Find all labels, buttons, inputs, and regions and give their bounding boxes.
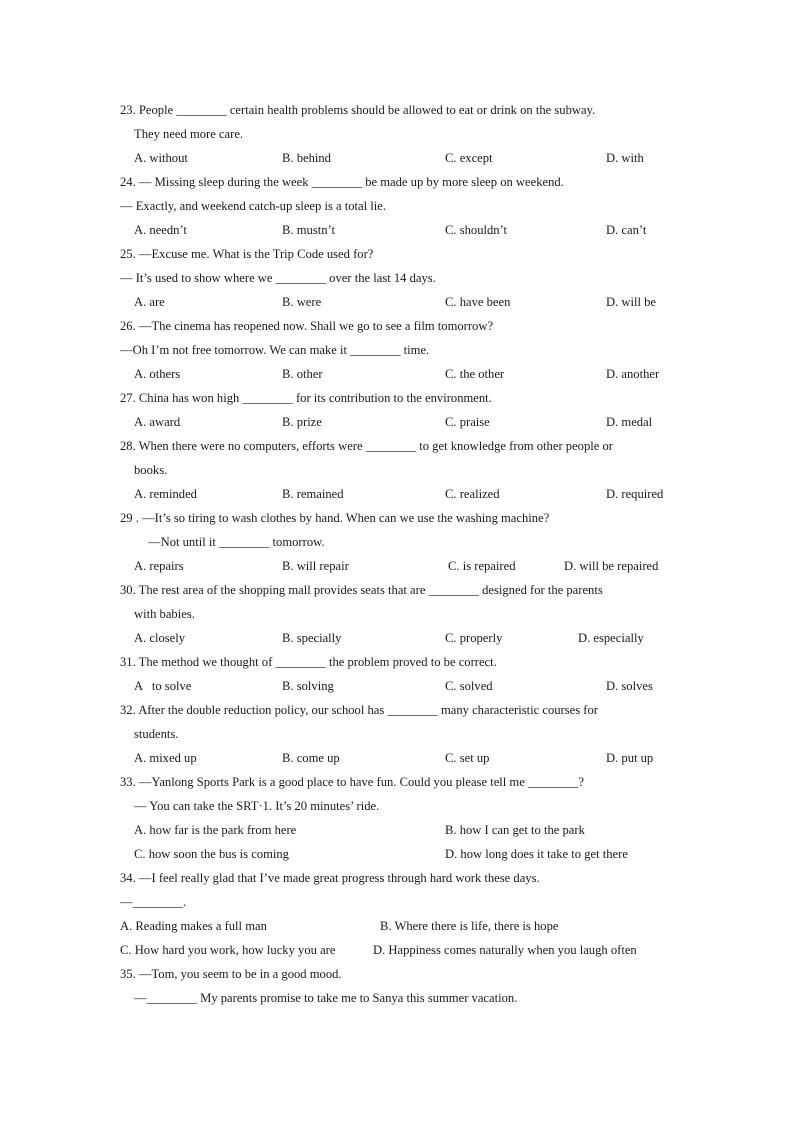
question-32-option-c: C. set up bbox=[445, 751, 490, 765]
question-31-stem-line-1: 31. The method we thought of ________ the problem proved to be correct. bbox=[120, 655, 497, 669]
question-31-option-a: A to solve bbox=[134, 679, 192, 693]
question-30-option-b: B. specially bbox=[282, 631, 342, 645]
question-29-option-d: D. will be repaired bbox=[564, 559, 659, 573]
question-24-option-d: D. can’t bbox=[606, 223, 647, 237]
question-31-option-c: C. solved bbox=[445, 679, 493, 693]
question-27-option-c: C. praise bbox=[445, 415, 490, 429]
question-30-stem-line-1: 30. The rest area of the shopping mall provides seats that are ________ designed for the parents bbox=[120, 583, 603, 597]
question-30-option-d: D. especially bbox=[578, 631, 644, 645]
question-34-option-b: B. Where there is life, there is hope bbox=[380, 919, 559, 933]
question-25-stem-line-1: 25. —Excuse me. What is the Trip Code used for? bbox=[120, 247, 374, 261]
question-31-option-b: B. solving bbox=[282, 679, 334, 693]
question-23-option-c: C. except bbox=[445, 151, 493, 165]
question-23-option-d: D. with bbox=[606, 151, 644, 165]
question-24-stem-line-1: 24. — Missing sleep during the week ________ be made up by more sleep on weekend. bbox=[120, 175, 564, 189]
question-29-option-c: C. is repaired bbox=[448, 559, 516, 573]
question-25-option-c: C. have been bbox=[445, 295, 511, 309]
question-26-option-a: A. others bbox=[134, 367, 181, 381]
question-33-option-b: B. how I can get to the park bbox=[445, 823, 585, 837]
question-30-stem-line-2: with babies. bbox=[134, 607, 195, 621]
question-30-option-a: A. closely bbox=[134, 631, 186, 645]
question-29-option-b: B. will repair bbox=[282, 559, 349, 573]
question-34-option-c: C. How hard you work, how lucky you are bbox=[120, 943, 336, 957]
question-33-option-a: A. how far is the park from here bbox=[134, 823, 297, 837]
question-27-option-d: D. medal bbox=[606, 415, 653, 429]
question-33-option-c: C. how soon the bus is coming bbox=[134, 847, 289, 861]
question-32-stem-line-2: students. bbox=[134, 727, 179, 741]
question-33-option-d: D. how long does it take to get there bbox=[445, 847, 628, 861]
question-29-option-a: A. repairs bbox=[134, 559, 184, 573]
question-24-stem-line-2: — Exactly, and weekend catch-up sleep is a total lie. bbox=[120, 199, 386, 213]
question-33-stem-line-1: 33. —Yanlong Sports Park is a good place to have fun. Could you please tell me ________? bbox=[120, 775, 584, 789]
question-23-option-b: B. behind bbox=[282, 151, 331, 165]
question-23-stem-line-2: They need more care. bbox=[134, 127, 244, 141]
question-32-option-b: B. come up bbox=[282, 751, 340, 765]
question-28-stem-line-2: books. bbox=[134, 463, 168, 477]
question-26-option-b: B. other bbox=[282, 367, 323, 381]
question-33-stem-line-2: — You can take the SRT·1. It’s 20 minutes’ ride. bbox=[134, 799, 380, 813]
question-26-stem-line-2: —Oh I’m not free tomorrow. We can make it ________ time. bbox=[120, 343, 430, 357]
question-27-stem-line-1: 27. China has won high ________ for its contribution to the environment. bbox=[120, 391, 492, 405]
question-26-stem-line-1: 26. —The cinema has reopened now. Shall we go to see a film tomorrow? bbox=[120, 319, 494, 333]
question-24-option-a: A. needn’t bbox=[134, 223, 187, 237]
question-24-option-b: B. mustn’t bbox=[282, 223, 335, 237]
question-28-option-d: D. required bbox=[606, 487, 664, 501]
question-26-option-c: C. the other bbox=[445, 367, 505, 381]
question-23-stem-line-1: 23. People ________ certain health problems should be allowed to eat or drink on the subway. bbox=[120, 103, 596, 117]
question-27-option-a: A. award bbox=[134, 415, 181, 429]
question-32-option-d: D. put up bbox=[606, 751, 654, 765]
question-29-stem-line-2: —Not until it ________ tomorrow. bbox=[148, 535, 325, 549]
question-30-option-c: C. properly bbox=[445, 631, 503, 645]
question-28-stem-line-1: 28. When there were no computers, efforts were ________ to get knowledge from other people or bbox=[120, 439, 613, 453]
question-25-option-b: B. were bbox=[282, 295, 322, 309]
question-25-stem-line-2: — It’s used to show where we ________ over the last 14 days. bbox=[120, 271, 436, 285]
question-29-stem-line-1: 29 . —It’s so tiring to wash clothes by hand. When can we use the washing machine? bbox=[120, 511, 550, 525]
question-24-option-c: C. shouldn’t bbox=[445, 223, 508, 237]
question-27-option-b: B. prize bbox=[282, 415, 322, 429]
question-32-option-a: A. mixed up bbox=[134, 751, 197, 765]
question-34-option-a: A. Reading makes a full man bbox=[120, 919, 267, 933]
question-35-stem-line-2: —________ My parents promise to take me to Sanya this summer vacation. bbox=[134, 991, 518, 1005]
question-34-stem-line-2: —________. bbox=[120, 895, 187, 909]
question-28-option-b: B. remained bbox=[282, 487, 344, 501]
question-28-option-c: C. realized bbox=[445, 487, 500, 501]
question-23-option-a: A. without bbox=[134, 151, 188, 165]
question-35-stem-line-1: 35. —Tom, you seem to be in a good mood. bbox=[120, 967, 342, 981]
question-34-option-d: D. Happiness comes naturally when you laugh often bbox=[373, 943, 637, 957]
question-25-option-d: D. will be bbox=[606, 295, 657, 309]
question-26-option-d: D. another bbox=[606, 367, 660, 381]
question-34-stem-line-1: 34. —I feel really glad that I’ve made great progress through hard work these days. bbox=[120, 871, 540, 885]
question-25-option-a: A. are bbox=[134, 295, 165, 309]
question-28-option-a: A. reminded bbox=[134, 487, 197, 501]
question-32-stem-line-1: 32. After the double reduction policy, our school has ________ many characteristic courses for bbox=[120, 703, 598, 717]
question-31-option-d: D. solves bbox=[606, 679, 653, 693]
